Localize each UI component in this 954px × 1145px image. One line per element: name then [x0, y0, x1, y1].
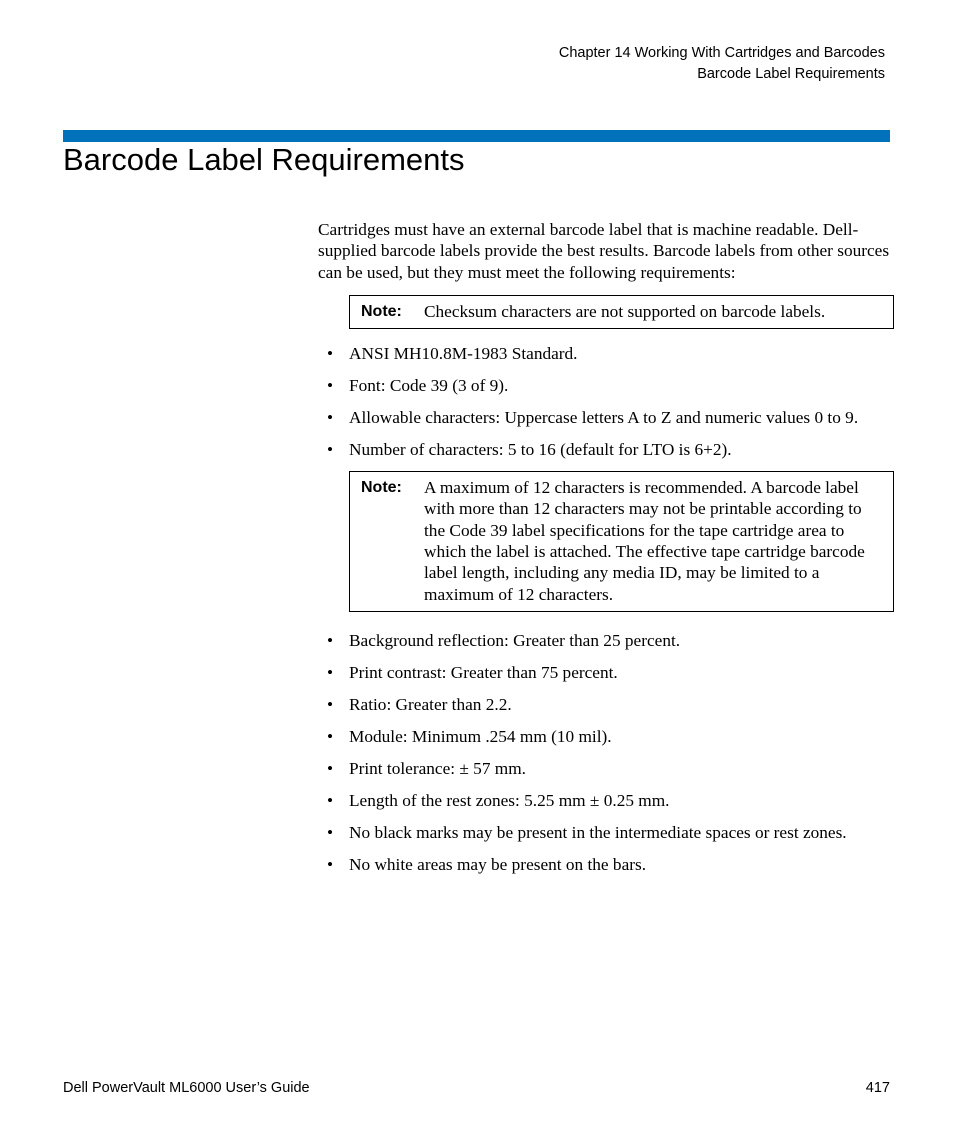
list-item: • Font: Code 39 (3 of 9). — [327, 376, 509, 396]
list-item: • Number of characters: 5 to 16 (default for LTO is 6+2). — [327, 440, 732, 460]
main-content — [318, 219, 894, 886]
list-item: • ANSI MH10.8M-1983 Standard. — [327, 344, 578, 364]
note-box-max-characters — [349, 471, 894, 612]
list-item: • Allowable characters: Uppercase letters A to Z and numeric values 0 to 9. — [327, 408, 859, 428]
note-text: A maximum of 12 characters is recommended. A barcode label with more than 12 characters may not be printable according to the Code 39 label specifications for the tape cartridge area to which the label is attached. The effective tape cartridge barcode label length, including any media ID, may be limited to a maximum of 12 characters. — [424, 478, 865, 604]
bullet-icon: • — [327, 376, 334, 396]
note-label: Note: — [361, 302, 402, 320]
list-item: • Background reflection: Greater than 25 percent. — [327, 630, 681, 650]
bullet-icon: • — [327, 758, 334, 778]
bullet-icon: • — [327, 822, 334, 842]
running-header — [559, 43, 885, 85]
note-label: Note: — [361, 479, 402, 497]
bullet-icon: • — [327, 694, 334, 714]
list-item: • No black marks may be present in the intermediate spaces or rest zones. — [327, 822, 847, 842]
list-item: • Ratio: Greater than 2.2. — [327, 694, 512, 714]
bullet-icon: • — [327, 790, 334, 810]
list-item: • No white areas may be present on the bars. — [327, 854, 647, 874]
footer-guide-title: Dell PowerVault ML6000 User’s Guide — [63, 1080, 310, 1096]
bullet-icon: • — [327, 344, 334, 364]
list-item: • Print tolerance: ± 57 mm. — [327, 758, 526, 778]
requirements-list-b — [318, 630, 894, 875]
bullet-icon: • — [327, 630, 334, 650]
intro-paragraph: Cartridges must have an external barcode label that is machine readable. Dell-supplied barcode labels provide the best results. Barcode labels from other sources can be used, but they must meet the following requirements: — [318, 220, 890, 282]
requirements-list-a — [318, 343, 894, 460]
page-number: 417 — [865, 1080, 890, 1096]
bullet-icon: • — [327, 662, 334, 682]
bullet-icon: • — [327, 440, 334, 460]
list-item: • Module: Minimum .254 mm (10 mil). — [327, 726, 612, 746]
running-header-section: Barcode Label Requirements — [697, 66, 885, 82]
list-item: • Print contrast: Greater than 75 percent. — [327, 662, 618, 682]
list-item: • Length of the rest zones: 5.25 mm ± 0.25 mm. — [327, 790, 670, 810]
page-footer — [63, 1080, 890, 1096]
page-title: Barcode Label Requirements — [63, 142, 465, 177]
bullet-icon: • — [327, 726, 334, 746]
bullet-icon: • — [327, 854, 334, 874]
running-header-chapter: Chapter 14 Working With Cartridges and Barcodes — [558, 45, 885, 61]
note-text: Checksum characters are not supported on barcode labels. — [424, 301, 826, 321]
note-box-checksum — [349, 295, 894, 329]
bullet-icon: • — [327, 408, 334, 428]
